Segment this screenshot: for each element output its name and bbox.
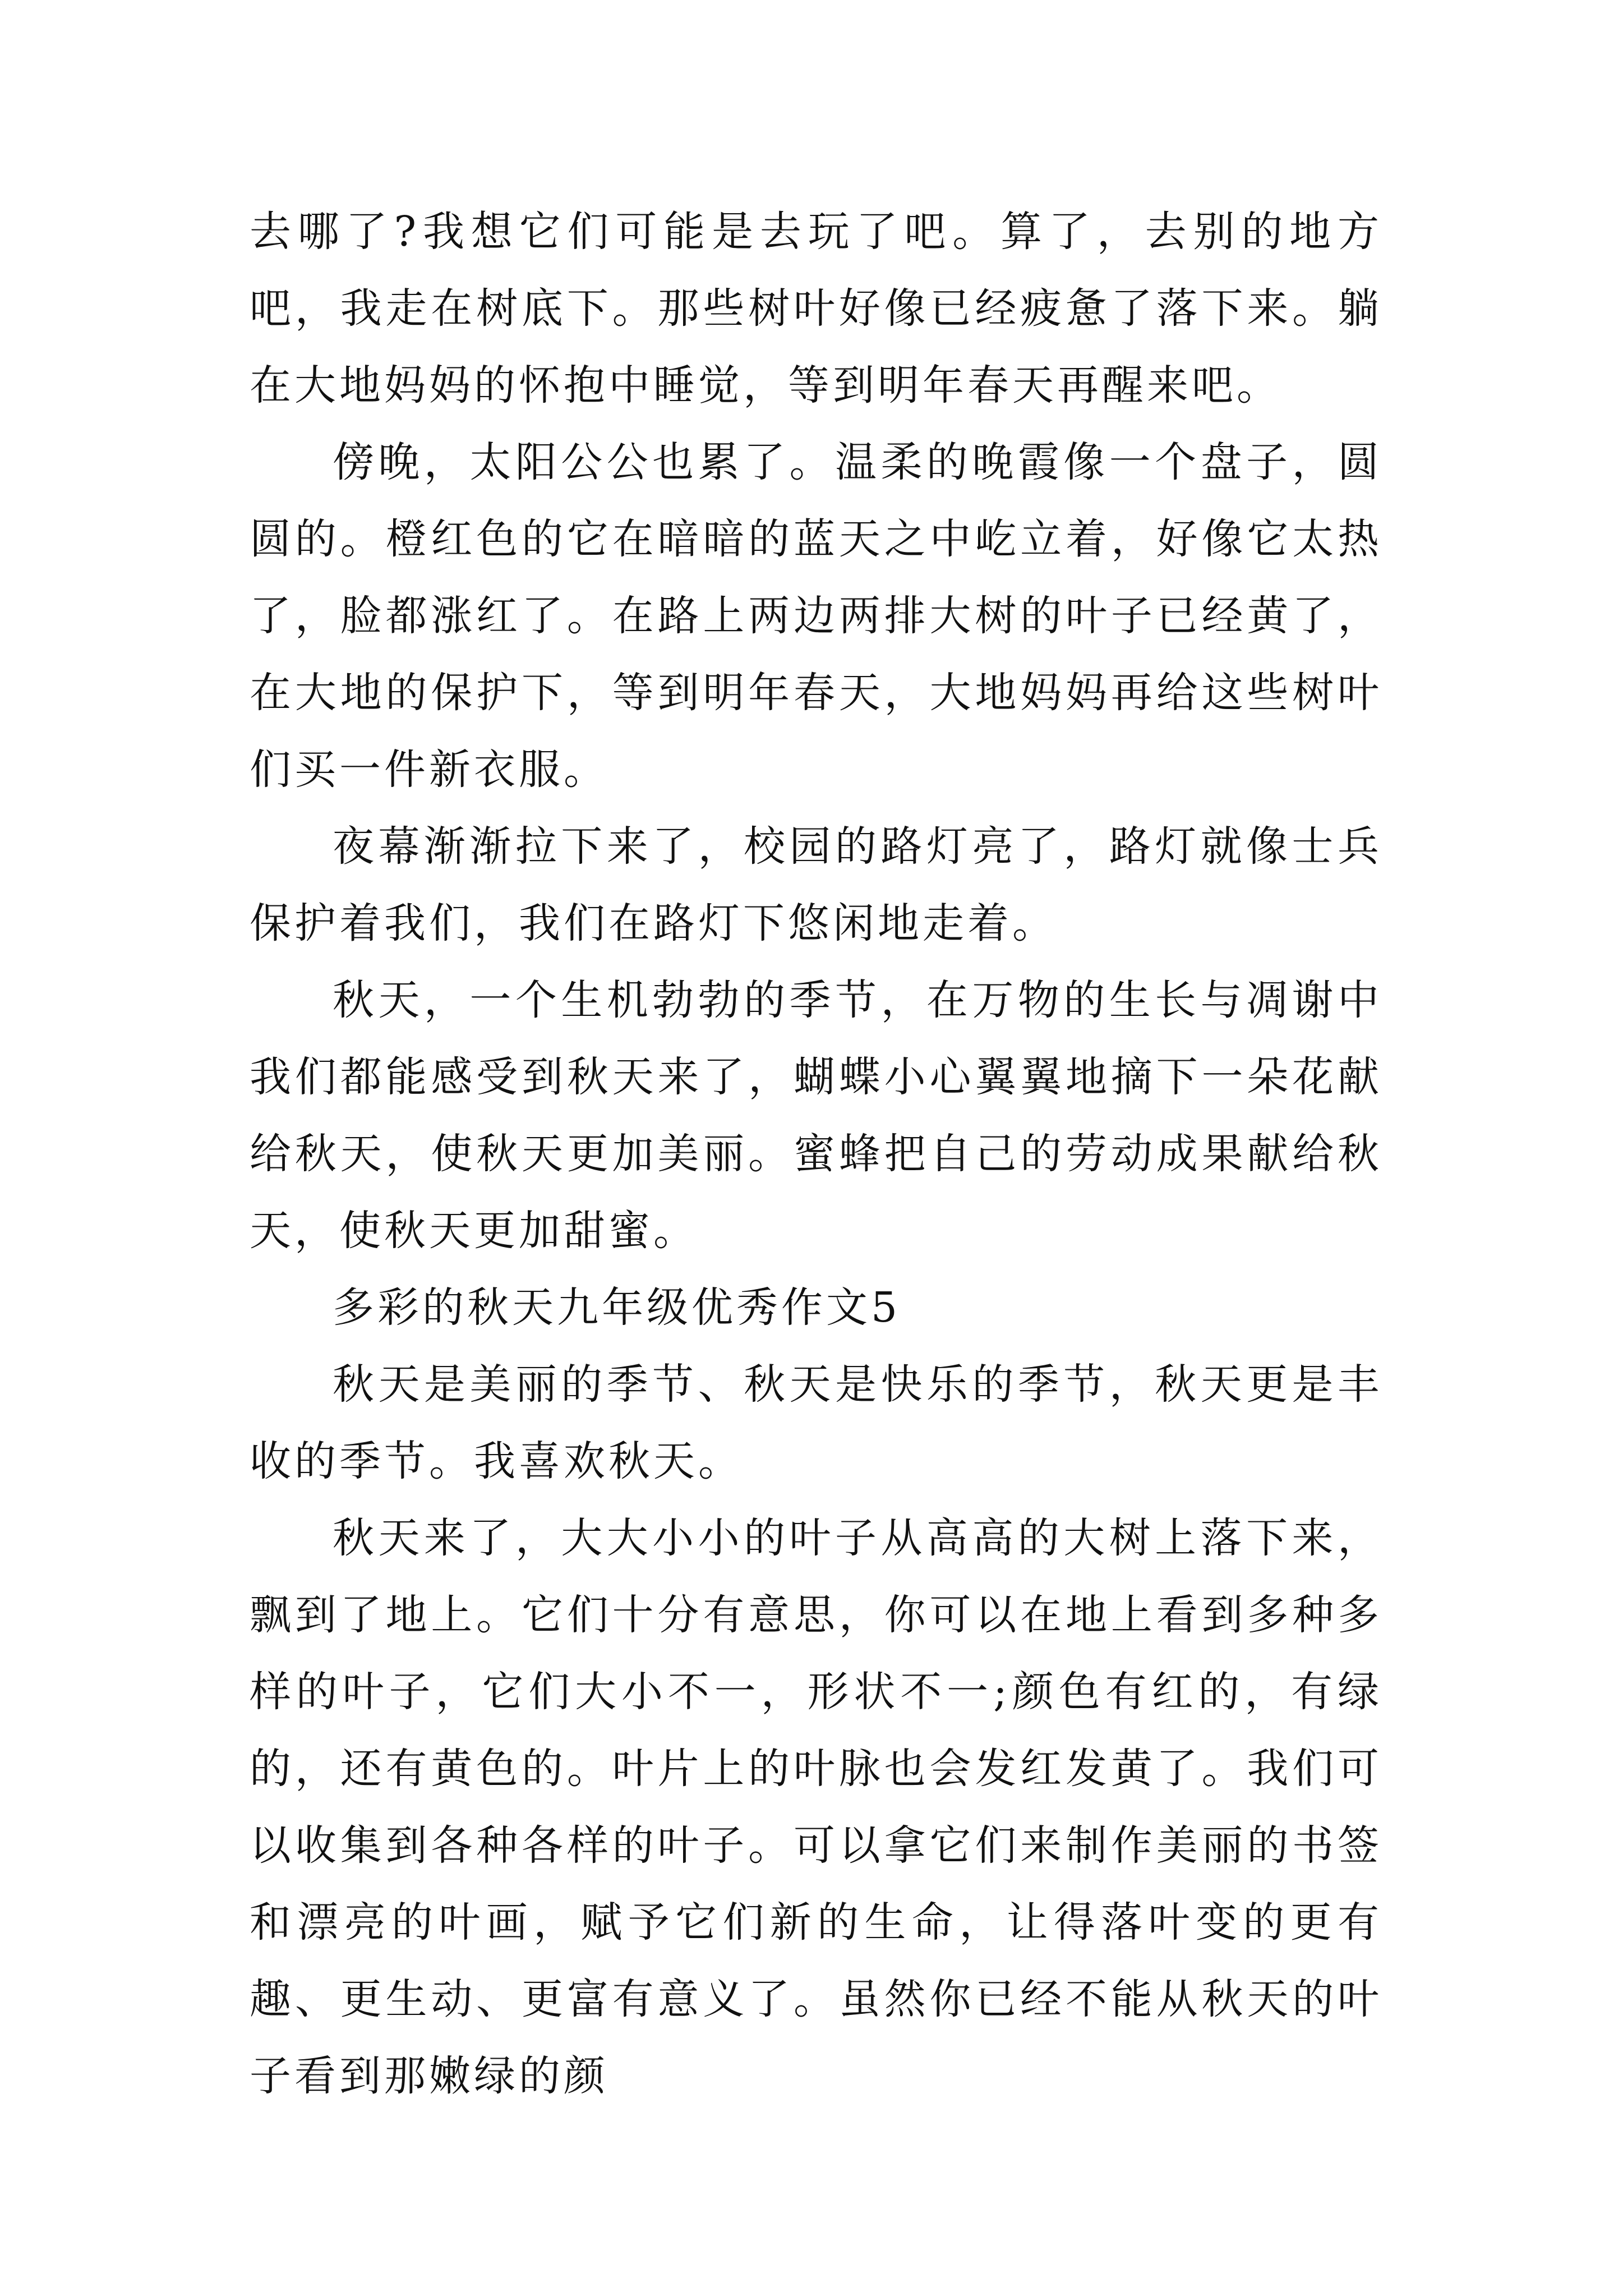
paragraph-leaves: 秋天来了，大大小小的叶子从高高的大树上落下来，飘到了地上。它们十分有意思，你可以在地上看到多种多样的叶子，它们大小不一，形状不一;颜色有红的，有绿的，还有黄色的。叶片上的叶脉也会发红发黄了。我们可以收集到各种各样的叶子。可以拿它们来制作美丽的书签和漂亮的叶画，赋予它们新的生命，让得落叶变的更有趣、更生动、更富有意义了。虽然你已经不能从秋天的叶子看到那嫩绿的颜 bbox=[250, 1514, 1382, 2100]
paragraph-intro: 秋天是美丽的季节、秋天是快乐的季节，秋天更是丰收的季节。我喜欢秋天。 bbox=[250, 1360, 1382, 1485]
paragraph-autumn-summary: 秋天，一个生机勃勃的季节，在万物的生长与凋谢中我们都能感受到秋天来了，蝴蝶小心翼翼地摘下一朵花献给秋天，使秋天更加美丽。蜜蜂把自己的劳动成果献给秋天，使秋天更加甜蜜。 bbox=[250, 976, 1382, 1255]
paragraph-evening: 傍晚，太阳公公也累了。温柔的晚霞像一个盘子，圆圆的。橙红色的它在暗暗的蓝天之中屹立着，好像它太热了，脸都涨红了。在路上两边两排大树的叶子已经黄了，在大地的保护下，等到明年春天，大地妈妈再给这些树叶们买一件新衣服。 bbox=[250, 438, 1382, 794]
body-text bbox=[250, 194, 1382, 2115]
paragraph-continued: 去哪了?我想它们可能是去玩了吧。算了，去别的地方吧，我走在树底下。那些树叶好像已经疲惫了落下来。躺在大地妈妈的怀抱中睡觉，等到明年春天再醒来吧。 bbox=[250, 208, 1382, 409]
essay-heading: 多彩的秋天九年级优秀作文5 bbox=[333, 1283, 901, 1332]
paragraph-night: 夜幕渐渐拉下来了，校园的路灯亮了，路灯就像士兵保护着我们，我们在路灯下悠闲地走着。 bbox=[250, 822, 1382, 947]
